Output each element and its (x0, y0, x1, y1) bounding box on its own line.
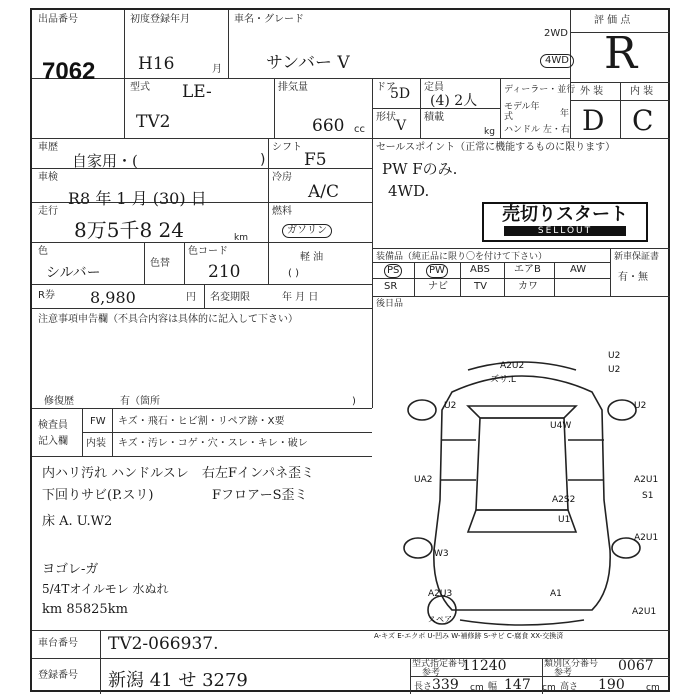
fuel-label: 燃料 (272, 206, 292, 217)
equip-leather: カワ (518, 281, 538, 292)
rating-value: R (604, 28, 638, 79)
name-grade-value: サンバー V (266, 53, 350, 73)
car-door-lines (440, 440, 604, 480)
model-value-2: TV2 (136, 112, 171, 132)
model-label: 型式 (130, 82, 150, 93)
lot-no-label: 出品番号 (38, 14, 78, 25)
damage-label: U2 (634, 401, 647, 411)
damage-label: U4W (550, 421, 572, 431)
ac-value: A/C (308, 182, 340, 202)
ext-label: 外 装 (580, 86, 604, 97)
equipment-grid (372, 262, 610, 296)
equip-tv: TV (474, 281, 487, 292)
name-change-ymd: 年 月 日 (282, 292, 319, 303)
sellout-stamp (482, 202, 648, 242)
damage-label: A2S2 (552, 495, 576, 505)
repair-value: 有（箇所 (120, 396, 160, 407)
ext-value: D (582, 104, 605, 137)
damage-label: A1 (550, 589, 562, 599)
yen-label: 円 (186, 292, 196, 303)
mileage-value: 8万5千8 24 (74, 218, 184, 242)
model-designation-ref: 参考 (422, 668, 441, 678)
inspector-label: 検査員 (38, 420, 68, 431)
car-windshield (468, 406, 576, 418)
note-line-right: FフロアーS歪ミ (212, 488, 308, 503)
damage-label: U2 (608, 365, 621, 375)
note-line: 下回りサビ(P.スリ) (42, 488, 154, 503)
color-code-label: 色コード (188, 246, 228, 257)
history-label: 車歴 (38, 142, 58, 153)
fw-items: キズ・飛石・ヒビ割・リペア跡・X要 (118, 416, 285, 427)
int-value: C (632, 104, 654, 137)
equip-abs: ABS (470, 264, 490, 275)
capacity-label: 定員 (424, 82, 444, 93)
entry-label: 記入欄 (38, 436, 68, 447)
note-line: km 85825km (42, 602, 128, 617)
fuel-paren: ( ) (288, 268, 299, 279)
km-unit: km (234, 233, 248, 243)
equip-ps: PS (384, 264, 402, 278)
notes-label: 注意事項申告欄（不具合内容は具体的に記入して下さい） (38, 314, 298, 325)
damage-label: A2U3 (428, 589, 453, 599)
rear-bumper (460, 620, 584, 625)
r-ticket-value: 8,980 (90, 288, 136, 307)
stamp-sub: SELLOUT (504, 226, 626, 236)
note-line: 5/4Tオイルモレ 水ぬれ (42, 582, 169, 596)
sales-label: セールスポイント（正常に機能するものに限ります） (376, 142, 616, 153)
fuel-gas: ガソリン (282, 224, 332, 238)
equip-airbag: エアB (514, 264, 541, 275)
damage-label: W3 (434, 549, 449, 559)
shape-label: 形状 (376, 112, 396, 123)
first-reg-label: 初度登録年月 (130, 14, 190, 25)
color-label: 色 (38, 246, 48, 257)
height-label: 高さ (560, 682, 579, 692)
displacement-value: 660 (312, 116, 345, 136)
capacity-value: (4) 2人 (430, 93, 478, 109)
chassis-value: TV2-066937. (108, 634, 219, 654)
new-warranty-label: 新車保証書 (614, 252, 660, 262)
damage-label: S1 (642, 491, 654, 501)
length-label: 長さ (414, 682, 433, 692)
model-designation-value: 11240 (462, 658, 507, 674)
shape-value: V (396, 118, 407, 134)
reg-label: 登録番号 (38, 670, 78, 681)
auction-sheet (30, 8, 670, 692)
int-label: 内 装 (630, 86, 654, 97)
length-cm: cm (470, 683, 484, 693)
damage-label: U2 (608, 351, 621, 361)
repair-close: ) (352, 396, 356, 407)
color-code-value: 210 (208, 262, 241, 282)
damage-label: A2U1 (632, 607, 657, 617)
class-value: 0067 (618, 658, 654, 674)
color-change-label: 色替 (150, 258, 170, 269)
car-damage-diagram (372, 310, 670, 630)
ac-label: 冷房 (272, 172, 292, 183)
sales-value-1: PW Fのみ. (382, 160, 458, 178)
drive-2wd: 2WD (544, 28, 568, 39)
height-cm: cm (646, 683, 660, 693)
color-value: シルバー (46, 265, 101, 281)
damage-label: ズリ.L (490, 375, 516, 385)
class-label: 類別区分番号 (544, 659, 599, 669)
cc-unit: cc (354, 124, 365, 135)
history-close: ) (260, 152, 266, 168)
name-grade-label: 車名・グレード (234, 14, 304, 25)
chassis-label: 車台番号 (38, 638, 78, 649)
fuel-light: 軽 油 (300, 252, 324, 263)
equip-aw: AW (570, 264, 587, 275)
damage-label: A2U1 (634, 475, 659, 485)
note-line: 床 A. U.W2 (42, 514, 113, 529)
equip-pw: PW (426, 264, 448, 278)
model-value-1: LE- (182, 82, 212, 102)
fw-label: FW (90, 416, 106, 427)
damage-label: U2 (444, 401, 457, 411)
damage-label: U1 (558, 515, 571, 525)
spare-label: スペア (428, 615, 452, 624)
damage-label: UA2 (414, 475, 433, 485)
equip-label: 装備品（純正品に限り〇を付けて下さい） (376, 252, 548, 262)
sales-value-2: 4WD. (388, 182, 430, 200)
name-change-label: 名変期限 (210, 292, 250, 303)
equip-navi: ナビ (428, 281, 448, 292)
stamp-main: 売切りスタート (502, 204, 628, 225)
shift-label: シフト (272, 142, 302, 153)
drive-4wd: 4WD (540, 54, 574, 68)
later-label: 後日品 (376, 299, 404, 309)
month-suffix: 月 (212, 64, 222, 75)
first-reg-value: H16 (138, 54, 175, 74)
interior-label: 内装 (86, 438, 106, 449)
shift-value: F5 (304, 150, 327, 170)
damage-label: A2U2 (500, 361, 525, 371)
displacement-label: 排気量 (278, 82, 308, 93)
kg-unit: kg (484, 127, 495, 137)
rating-label: 評 価 点 (594, 15, 631, 26)
width-value: 147 (504, 677, 531, 693)
equip-sr: SR (384, 281, 398, 292)
interior-items: キズ・汚レ・コゲ・穴・スレ・キレ・破レ (118, 438, 308, 449)
note-line-right: 右左Fインパネ歪ミ (202, 466, 315, 481)
dealer-label: ディーラー・並行 (504, 85, 576, 95)
class-ref: 参考 (554, 668, 573, 678)
repair-label: 修復歴 (44, 396, 74, 407)
warranty-value: 有・無 (618, 272, 648, 283)
car-body-outline (434, 376, 610, 610)
model-designation-label: 型式指定番号 (412, 659, 467, 669)
handle-label: ハンドル 左・右 (504, 125, 570, 135)
history-value: 自家用・( (72, 152, 138, 170)
door-label: ドア (376, 82, 396, 93)
width-label: 幅 (488, 682, 498, 692)
model-year-label: モデル年式 (504, 102, 540, 122)
reg-value: 新潟 41 せ 3279 (108, 670, 248, 691)
height-value: 190 (598, 677, 625, 693)
load-label: 積載 (424, 112, 444, 123)
length-value: 339 (432, 677, 459, 693)
damage-label: A2U1 (634, 533, 659, 543)
door-value: 5D (390, 86, 411, 102)
wheel-front-left (408, 400, 436, 420)
r-ticket-label: R券 (38, 290, 55, 301)
damage-legend: A-キズ E-エクボ U-凹み W-補修跡 S-サビ C-腐食 XX-交換済 (374, 632, 564, 640)
wheel-rear-left (404, 538, 432, 558)
note-line: ヨゴレ-ガ (42, 562, 99, 577)
note-line: 内ハリ汚れ ハンドルスレ (42, 466, 189, 481)
mileage-label: 走行 (38, 206, 58, 217)
wheel-front-right (608, 400, 636, 420)
inspection-value: R8 年 1 月 (30) 日 (68, 189, 207, 208)
width-cm: cm (542, 683, 556, 693)
lot-no: 7062 (42, 58, 96, 85)
year-suffix: 年 (560, 109, 570, 119)
inspection-label: 車検 (38, 172, 58, 183)
